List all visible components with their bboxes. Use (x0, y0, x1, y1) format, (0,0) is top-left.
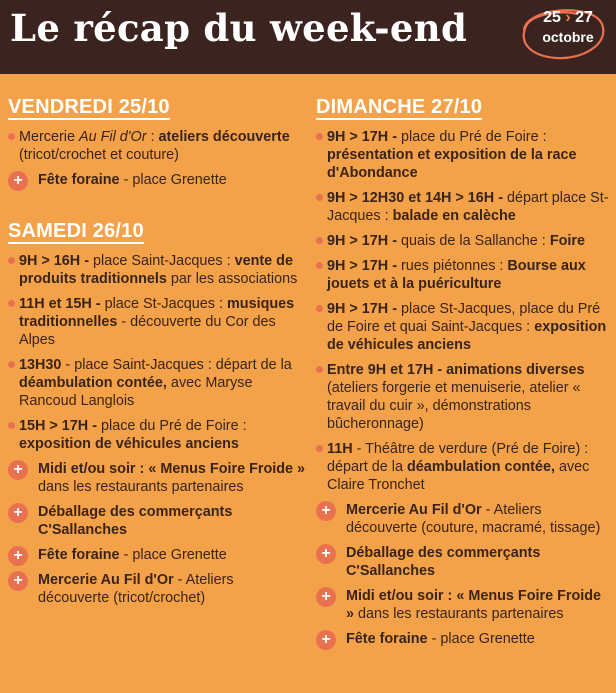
item-text: - Ateliers découverte (couture, macramé, tissage) (346, 502, 601, 536)
list-item (316, 361, 612, 433)
item-text: - place Grenette (427, 631, 535, 647)
page-title: Le récap du week-end (10, 6, 468, 50)
item-highlight: exposition de véhicules anciens (327, 319, 607, 353)
list-item (316, 189, 612, 225)
plus-icon: + (316, 630, 336, 650)
plus-icon: + (316, 501, 336, 521)
item-text: (tricot/crochet et couture) (19, 147, 179, 163)
right-column (316, 96, 612, 655)
item-text: avec Maryse Rancoud Langlois (19, 375, 253, 409)
friday-heading: VENDREDI 25/10 (8, 96, 170, 118)
header-banner (0, 0, 616, 74)
list-item (8, 356, 308, 410)
item-time: 9H > 17H - (327, 258, 397, 274)
item-highlight: Midi et/ou soir : (346, 588, 453, 604)
plus-icon: + (316, 544, 336, 564)
item-text: Mercerie (19, 129, 79, 145)
dates-range (532, 9, 604, 27)
item-text: Au Fil d'Or (78, 129, 147, 145)
bullet-dot-icon (316, 366, 323, 373)
item-text: place Saint-Jacques : (89, 253, 235, 269)
date-to: 27 (575, 9, 593, 26)
list-item (316, 501, 612, 537)
plus-icon: + (8, 460, 28, 480)
item-text: (ateliers forgerie et menuiserie, atelier « travail du cuir », démonstrations bûcheronnage) (327, 380, 581, 432)
bullet-dot-icon (8, 300, 15, 307)
list-item (316, 257, 612, 293)
list-item (316, 440, 612, 494)
item-time: 9H > 16H - (19, 253, 89, 269)
plus-icon: + (8, 171, 28, 191)
item-text: - Théâtre de verdure (Pré de Foire) : départ de la (327, 441, 589, 475)
item-text: - place Saint-Jacques : départ de la (61, 357, 292, 373)
item-highlight: Midi et/ou soir : (38, 461, 145, 477)
item-highlight: « Menus Foire Froide » (346, 588, 602, 622)
list-item (316, 544, 612, 580)
item-time: 9H > 17H - (327, 301, 397, 317)
bullet-dot-icon (316, 445, 323, 452)
saturday-heading: SAMEDI 26/10 (8, 220, 144, 242)
item-highlight: déambulation contée, (19, 375, 167, 391)
item-highlight: exposition de véhicules anciens (19, 436, 239, 452)
item-highlight: présentation et exposition de la race d'Abondance (327, 147, 577, 181)
list-item (8, 571, 308, 607)
date-from: 25 (543, 9, 561, 26)
list-item (8, 503, 308, 539)
item-text: dans les restaurants partenaires (38, 479, 244, 495)
item-highlight: Mercerie Au Fil d'Or (38, 572, 174, 588)
item-text: par les associations (166, 271, 298, 287)
item-highlight: Mercerie Au Fil d'Or (346, 502, 482, 518)
item-time: 9H > 17H - (327, 233, 397, 249)
list-item (8, 128, 308, 164)
item-text: place du Pré de Foire : (397, 129, 547, 145)
item-highlight: Entre 9H et 17H - animations diverses (327, 362, 585, 378)
sunday-heading: DIMANCHE 27/10 (316, 96, 483, 118)
list-item (316, 630, 612, 648)
item-highlight: Fête foraine (38, 172, 120, 188)
item-text: place St-Jacques : (100, 296, 227, 312)
plus-icon: + (8, 571, 28, 591)
item-highlight: musiques traditionnelles (19, 296, 295, 330)
item-text: : (146, 129, 159, 145)
plus-icon: + (316, 587, 336, 607)
list-item (8, 171, 308, 189)
bullet-dot-icon (316, 305, 323, 312)
item-highlight: Bourse aux jouets et à la puériculture (327, 258, 586, 292)
bullet-dot-icon (316, 262, 323, 269)
item-text: - découverte du Cor des Alpes (19, 314, 276, 348)
bullet-dot-icon (8, 422, 15, 429)
list-item (8, 460, 308, 496)
plus-icon: + (8, 503, 28, 523)
item-text: - place Grenette (119, 547, 227, 563)
item-time: 9H > 12H30 et 14H > 16H - (327, 190, 503, 206)
bullet-dot-icon (8, 257, 15, 264)
item-text: départ place St-Jacques : (327, 190, 609, 224)
item-highlight: Fête foraine (346, 631, 428, 647)
item-highlight: déambulation contée, (407, 459, 555, 475)
item-text: - Ateliers découverte (tricot/crochet) (38, 572, 234, 606)
item-highlight: vente de produits traditionnels (19, 253, 293, 287)
list-item (316, 587, 612, 623)
dates-month: octobre (542, 29, 594, 45)
item-time: 11H et 15H - (19, 296, 101, 312)
list-item (8, 546, 308, 564)
item-time: 13H30 (19, 357, 62, 373)
item-text: - place Grenette (119, 172, 227, 188)
arrow-right-icon: › (565, 9, 571, 26)
bullet-dot-icon (316, 237, 323, 244)
list-item (8, 417, 308, 453)
item-highlight: Déballage des commerçants C'Sallanches (38, 504, 233, 538)
left-column (8, 96, 308, 614)
plus-icon: + (8, 546, 28, 566)
item-text: quais de la Sallanche : (397, 233, 550, 249)
item-highlight: balade en calèche (392, 208, 516, 224)
item-text: place du Pré de Foire : (97, 418, 247, 434)
item-text: avec Claire Tronchet (327, 459, 590, 493)
item-highlight: Déballage des commerçants C'Sallanches (346, 545, 541, 579)
item-text: dans les restaurants partenaires (354, 606, 564, 622)
bullet-dot-icon (8, 133, 15, 140)
list-item (8, 295, 308, 349)
item-time: 15H > 17H - (19, 418, 97, 434)
dates-badge (512, 0, 612, 70)
list-item (316, 300, 612, 354)
bullet-dot-icon (8, 361, 15, 368)
list-item (8, 252, 308, 288)
item-text: place St-Jacques, place du Pré de Foire et quai Saint-Jacques : (327, 301, 601, 335)
item-time: 11H (327, 441, 353, 457)
bullet-dot-icon (316, 194, 323, 201)
item-highlight: Fête foraine (38, 547, 120, 563)
list-item (316, 128, 612, 182)
item-highlight: Foire (549, 233, 585, 249)
bullet-dot-icon (316, 133, 323, 140)
item-highlight: « Menus Foire Froide » (144, 461, 306, 477)
item-highlight: ateliers découverte (158, 129, 290, 145)
item-text: rues piétonnes : (397, 258, 508, 274)
list-item (316, 232, 612, 250)
item-time: 9H > 17H - (327, 129, 397, 145)
